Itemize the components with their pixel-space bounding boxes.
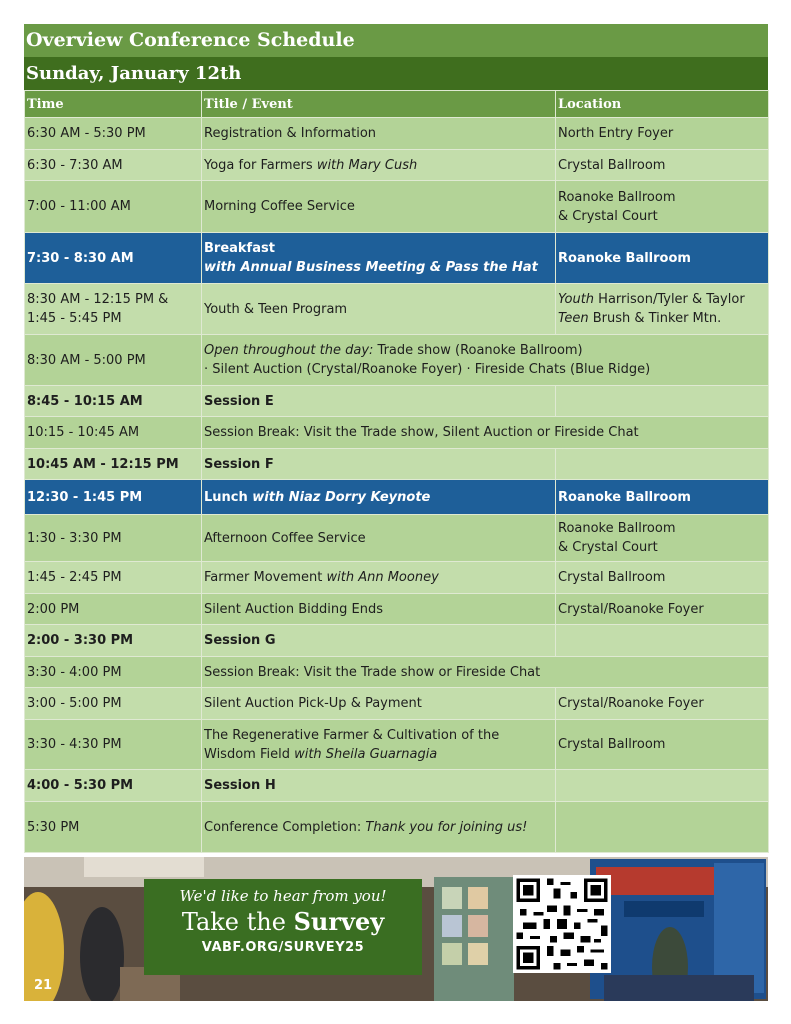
- table-row: [25, 284, 769, 335]
- row-time: 6:30 - 7:30 AM: [25, 150, 202, 181]
- survey-tagline: We'd like to hear from you!: [179, 887, 387, 905]
- row-title: Session F: [202, 449, 556, 480]
- row-title: Session H: [202, 770, 556, 802]
- survey-banner: [24, 857, 768, 1001]
- schedule-page: [24, 24, 768, 853]
- row-title: [202, 335, 769, 386]
- table-row: [25, 335, 769, 386]
- table-row: [25, 594, 769, 625]
- schedule-table: [24, 90, 769, 853]
- row-time: 4:00 - 5:30 PM: [25, 770, 202, 802]
- row-time: [25, 284, 202, 335]
- row-location: [556, 181, 769, 233]
- row-title: [202, 720, 556, 770]
- title-subtitle: with Niaz Dorry Keynote: [252, 489, 431, 505]
- title-line: [204, 341, 768, 360]
- table-row: [25, 386, 769, 417]
- table-row: [25, 802, 769, 853]
- time-line: 8:30 AM - 12:15 PM &: [27, 292, 169, 307]
- row-location: [556, 625, 769, 657]
- location-line: Roanoke Ballroom: [558, 189, 676, 205]
- page-title: Overview Conference Schedule: [24, 24, 768, 57]
- row-time: 7:30 - 8:30 AM: [25, 233, 202, 284]
- title-text: Conference Completion:: [204, 819, 366, 835]
- title-presenter: with Ann Mooney: [326, 570, 439, 585]
- title-text: Wisdom Field: [204, 746, 295, 762]
- table-row: [25, 625, 769, 657]
- location-line: & Crystal Court: [558, 208, 658, 224]
- table-header-row: [25, 91, 769, 118]
- row-time: 2:00 PM: [25, 594, 202, 625]
- title-text: Yoga for Farmers: [204, 157, 317, 173]
- table-row: [25, 150, 769, 181]
- location-label: Teen: [558, 311, 589, 326]
- day-heading: Sunday, January 12th: [24, 57, 768, 90]
- row-location: [556, 802, 769, 853]
- row-time: 6:30 AM - 5:30 PM: [25, 118, 202, 150]
- title-text: Farmer Movement: [204, 570, 327, 585]
- row-location: [556, 770, 769, 802]
- title-line: The Regenerative Farmer & Cultivation of the: [204, 727, 500, 743]
- location-text: Brush & Tinker Mtn.: [588, 311, 722, 326]
- row-location: [556, 284, 769, 335]
- table-row: [25, 449, 769, 480]
- location-line: Roanoke Ballroom: [558, 521, 676, 536]
- table-row: [25, 417, 769, 449]
- row-time: 5:30 PM: [25, 802, 202, 853]
- table-row: [25, 657, 769, 688]
- title-presenter: with Mary Cush: [316, 157, 418, 173]
- title-presenter: with Sheila Guarnagia: [294, 746, 438, 762]
- table-row: [25, 688, 769, 720]
- location-label: Youth: [558, 292, 595, 307]
- row-time: 10:15 - 10:45 AM: [25, 417, 202, 449]
- location-line: & Crystal Court: [558, 540, 658, 555]
- column-header-title: Title / Event: [202, 91, 556, 118]
- row-title: [202, 562, 556, 594]
- time-line: 1:45 - 5:45 PM: [27, 311, 122, 326]
- row-time: 3:30 - 4:30 PM: [25, 720, 202, 770]
- row-location: North Entry Foyer: [556, 118, 769, 150]
- column-header-location: Location: [556, 91, 769, 118]
- row-time: 8:30 AM - 5:00 PM: [25, 335, 202, 386]
- title-line: · Silent Auction (Crystal/Roanoke Foyer) · Fireside Chats (Blue Ridge): [204, 362, 651, 377]
- row-location: Crystal Ballroom: [556, 150, 769, 181]
- survey-heading-text: Take the: [181, 908, 294, 936]
- row-title: Afternoon Coffee Service: [202, 515, 556, 562]
- column-header-time: Time: [25, 91, 202, 118]
- title-subtitle: with Annual Business Meeting & Pass the Hat: [204, 260, 538, 275]
- row-time: 3:30 - 4:00 PM: [25, 657, 202, 688]
- row-location: Crystal Ballroom: [556, 720, 769, 770]
- row-title: Youth & Teen Program: [202, 284, 556, 335]
- row-title: [202, 802, 556, 853]
- row-time: 1:30 - 3:30 PM: [25, 515, 202, 562]
- table-row-highlight: [25, 233, 769, 284]
- row-time: 1:45 - 2:45 PM: [25, 562, 202, 594]
- location-line: [558, 309, 768, 328]
- row-location: Crystal Ballroom: [556, 562, 769, 594]
- row-title: [202, 150, 556, 181]
- survey-heading: [144, 905, 422, 939]
- survey-link[interactable]: VABF.ORG/SURVEY25: [201, 940, 365, 955]
- row-location: Roanoke Ballroom: [556, 480, 769, 515]
- row-title: Morning Coffee Service: [202, 181, 556, 233]
- row-location: Crystal/Roanoke Foyer: [556, 594, 769, 625]
- row-title: Session E: [202, 386, 556, 417]
- row-title: [202, 233, 556, 284]
- table-row: [25, 118, 769, 150]
- row-title: [202, 480, 556, 515]
- survey-callout: [144, 879, 422, 975]
- row-title: Registration & Information: [202, 118, 556, 150]
- row-time: 7:00 - 11:00 AM: [25, 181, 202, 233]
- row-location: Crystal/Roanoke Foyer: [556, 688, 769, 720]
- row-time: 12:30 - 1:45 PM: [25, 480, 202, 515]
- location-text: Harrison/Tyler & Taylor: [594, 292, 745, 307]
- row-title: Silent Auction Bidding Ends: [202, 594, 556, 625]
- title-text: Lunch: [204, 489, 253, 505]
- row-title: Session Break: Visit the Trade show, Silent Auction or Fireside Chat: [202, 417, 769, 449]
- table-row: [25, 181, 769, 233]
- row-location: [556, 515, 769, 562]
- row-title: Silent Auction Pick-Up & Payment: [202, 688, 556, 720]
- table-row-highlight: [25, 480, 769, 515]
- row-time: 10:45 AM - 12:15 PM: [25, 449, 202, 480]
- title-text: Trade show (Roanoke Ballroom): [373, 343, 583, 358]
- row-location: [556, 386, 769, 417]
- location-line: [558, 290, 768, 309]
- table-row: [25, 515, 769, 562]
- page-number: 21: [34, 978, 53, 993]
- title-text: Breakfast: [204, 241, 275, 256]
- row-location: [556, 449, 769, 480]
- survey-heading-strong: Survey: [293, 907, 385, 936]
- row-title: Session Break: Visit the Trade show or Fireside Chat: [202, 657, 769, 688]
- table-row: [25, 720, 769, 770]
- title-closing: Thank you for joining us!: [365, 819, 528, 835]
- title-line: [204, 745, 555, 764]
- table-row: [25, 562, 769, 594]
- table-row: [25, 770, 769, 802]
- row-location: Roanoke Ballroom: [556, 233, 769, 284]
- row-time: 3:00 - 5:00 PM: [25, 688, 202, 720]
- row-time: 2:00 - 3:30 PM: [25, 625, 202, 657]
- qr-code-icon[interactable]: [513, 875, 611, 973]
- row-time: 8:45 - 10:15 AM: [25, 386, 202, 417]
- row-title: Session G: [202, 625, 556, 657]
- title-label: Open throughout the day:: [204, 343, 374, 358]
